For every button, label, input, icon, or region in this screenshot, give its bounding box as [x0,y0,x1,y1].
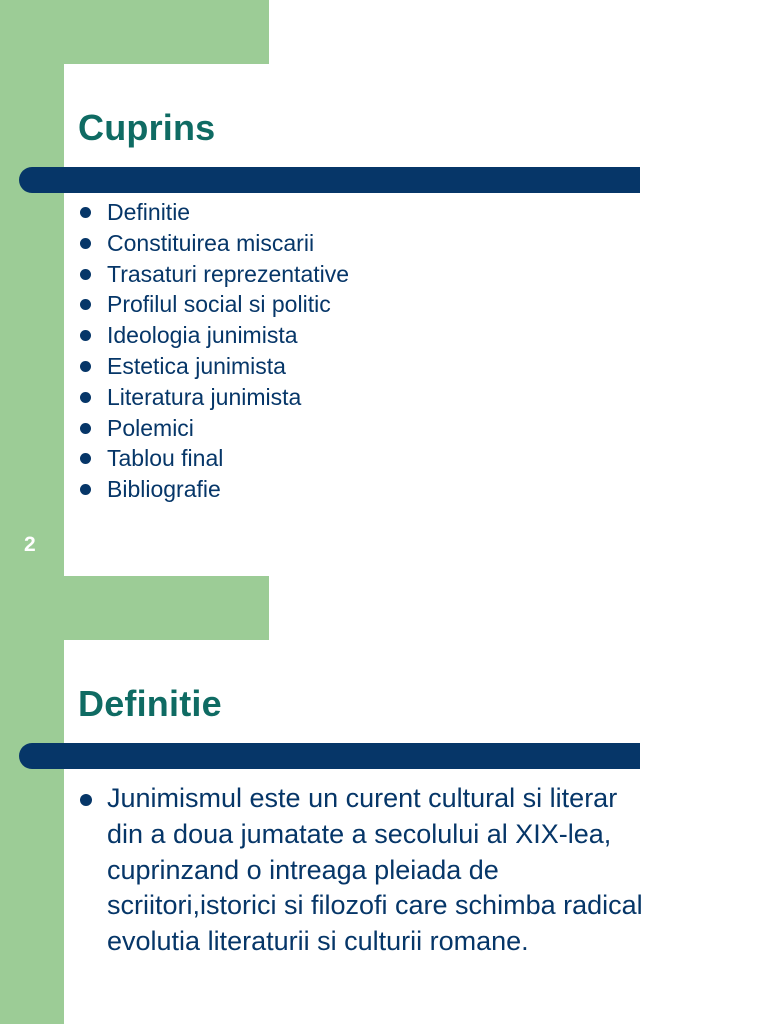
bullet-icon [80,484,91,495]
contents-list-item [80,413,349,444]
slide-title: Cuprins [78,107,216,148]
contents-list-item [80,320,349,351]
definition-line: Junimismul este un curent cultural si literar [107,783,618,813]
bullet-icon [80,794,92,806]
contents-item-label: Literatura junimista [107,383,302,410]
bullet-icon [80,330,91,341]
bullet-icon [80,453,91,464]
contents-list-item [80,351,349,382]
bullet-icon [80,238,91,249]
contents-list-item [80,289,349,320]
definition-line: din a doua jumatate a secolului al XIX-lea, [107,818,612,849]
contents-item-label: Ideologia junimista [107,322,298,349]
slide-definition [0,576,768,1024]
bullet-icon [80,392,91,403]
contents-list-item [80,443,349,474]
contents-item-label: Constituirea miscarii [107,229,315,256]
contents-item-label: Profilul social si politic [107,291,331,318]
contents-list [80,197,349,505]
contents-item-label: Trasaturi reprezentative [107,260,350,287]
contents-item-label: Tablou final [107,445,224,472]
slide-number: 2 [24,533,36,556]
definition-text [107,781,720,960]
green-corner-block [0,0,269,64]
title-underline-bar [19,167,640,193]
definition-line: evolutia literaturii si culturii romane. [107,926,529,957]
contents-list-item [80,382,349,413]
green-corner-block [0,576,269,640]
slide-title: Definitie [78,683,222,724]
bullet-icon [80,423,91,434]
contents-list-item [80,259,349,290]
definition-line: scriitori,istorici si filozofi care schimba radical [107,890,643,921]
contents-item-label: Estetica junimista [107,352,286,379]
bullet-icon [80,207,91,218]
bullet-icon [80,361,91,372]
green-side-strip [0,0,64,576]
contents-list-item [80,474,349,505]
bullet-icon [80,299,91,310]
contents-list-item [80,228,349,259]
bullet-icon [80,269,91,280]
title-underline-bar [19,743,640,769]
contents-item-label: Bibliografie [107,476,221,503]
definition-bullet-item [80,781,720,960]
definition-line: cuprinzand o intreaga pleiada de [107,854,499,885]
contents-item-label: Polemici [107,414,194,441]
contents-item-label: Definitie [107,199,191,225]
green-side-strip [0,576,64,1024]
contents-list-item [80,197,349,228]
